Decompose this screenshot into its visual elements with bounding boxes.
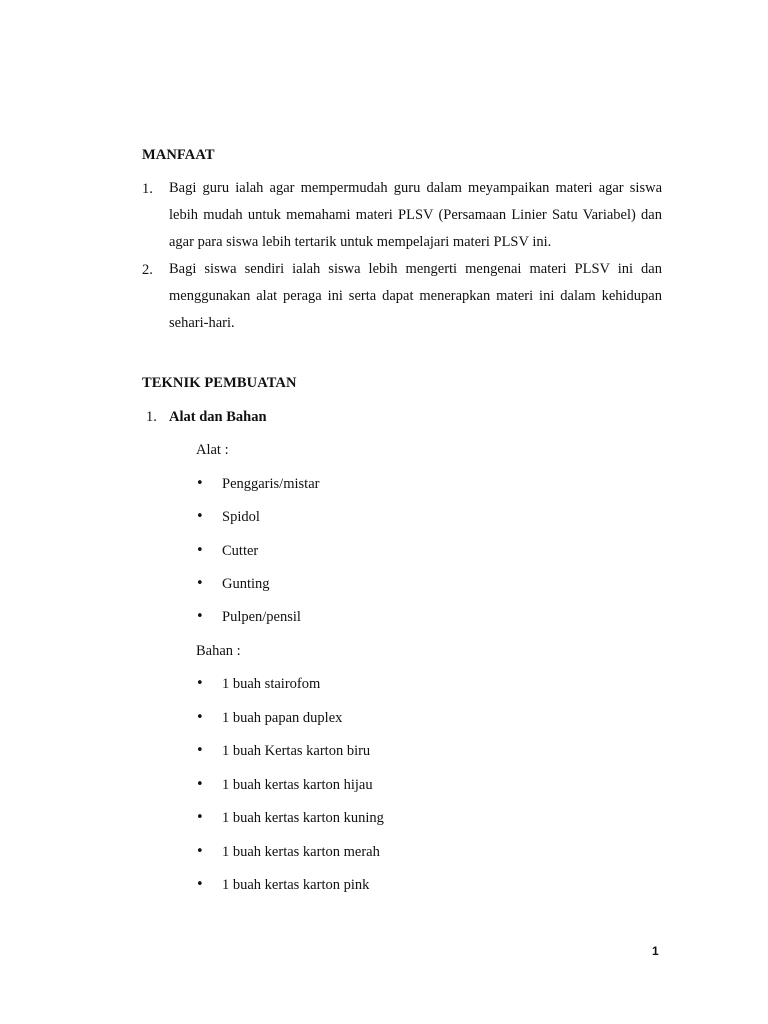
bullet-icon: • [196, 743, 204, 758]
bullet-icon: • [196, 844, 204, 859]
bullet-icon: • [196, 710, 204, 725]
alat-item-text: Penggaris/mistar [222, 476, 320, 492]
bullet-icon: • [196, 877, 204, 892]
bullet-icon: • [196, 543, 204, 558]
bullet-icon: • [196, 509, 204, 524]
item-text: Bagi guru ialah agar mempermudah guru dalam meyampaikan materi agar siswa lebih mudah untuk memahami materi PLSV (Persamaan Linier Satu Variabel) dan agar para siswa lebih tertarik untuk mempelajari materi PLSV ini. [169, 180, 662, 250]
bahan-item-text: 1 buah kertas karton pink [222, 877, 370, 893]
bahan-item-text: 1 buah stairofom [222, 676, 321, 692]
item-number: 2. [142, 262, 153, 278]
subheading-label: Alat dan Bahan [169, 409, 267, 425]
bullet-icon: • [196, 810, 204, 825]
item-number: 1. [142, 181, 153, 197]
item-text: Bagi siswa sendiri ialah siswa lebih mengerti mengenai materi PLSV ini dan menggunakan alat peraga ini serta dapat menerapkan materi ini dalam kehidupan sehari-hari. [169, 261, 662, 331]
bahan-label: Bahan : [196, 643, 241, 659]
bahan-item-text: 1 buah kertas karton merah [222, 844, 380, 860]
bullet-icon: • [196, 777, 204, 792]
page-number: 1 [652, 944, 659, 958]
bahan-item-text: 1 buah kertas karton kuning [222, 810, 384, 826]
alat-item-text: Pulpen/pensil [222, 609, 301, 625]
alat-item-text: Cutter [222, 543, 259, 559]
bahan-item-text: 1 buah papan duplex [222, 710, 343, 726]
alat-label: Alat : [196, 442, 229, 458]
alat-item-text: Spidol [222, 509, 260, 525]
subheading-number: 1. [146, 409, 157, 425]
bullet-icon: • [196, 476, 204, 491]
bullet-icon: • [196, 676, 204, 691]
bahan-item-text: 1 buah Kertas karton biru [222, 743, 371, 759]
alat-item-text: Gunting [222, 576, 270, 592]
heading-manfaat: MANFAAT [142, 147, 215, 163]
bahan-item-text: 1 buah kertas karton hijau [222, 777, 373, 793]
bullet-icon: • [196, 576, 204, 591]
bullet-icon: • [196, 609, 204, 624]
heading-teknik-pembuatan: TEKNIK PEMBUATAN [142, 375, 297, 391]
